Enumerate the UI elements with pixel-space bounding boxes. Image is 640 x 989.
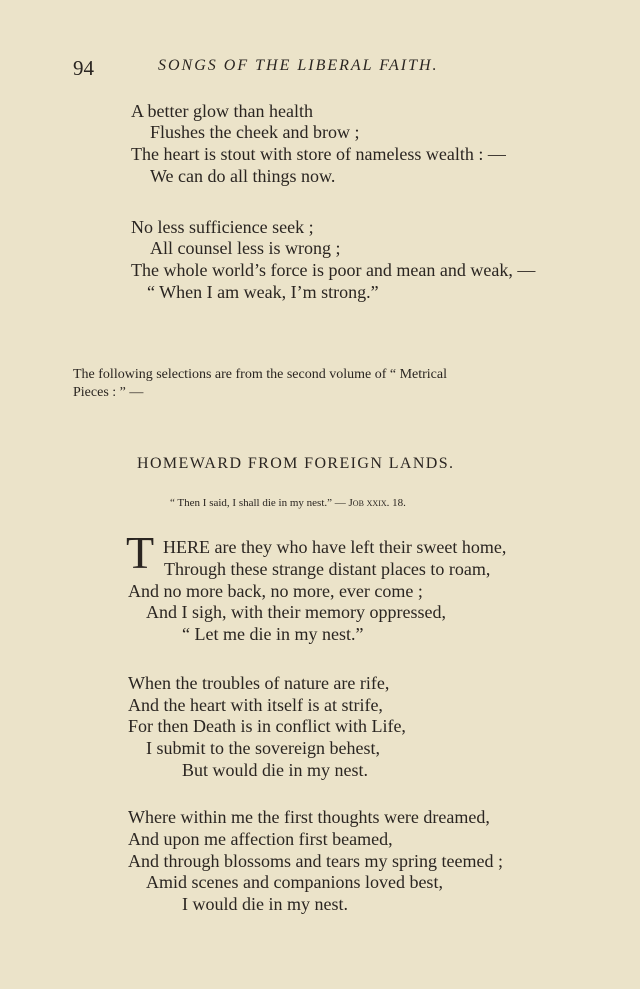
verse-line: We can do all things now.: [150, 166, 336, 186]
verse-line: But would die in my nest.: [182, 760, 368, 780]
epigraph-quote: “ Then I said, I shall die in my nest.” —: [170, 497, 349, 509]
verse-line: HERE are they who have left their sweet home,: [163, 537, 507, 557]
verse-line: A better glow than health: [131, 101, 313, 121]
verse-line: I submit to the sovereign behest,: [146, 738, 380, 758]
page-number: 94: [73, 56, 94, 80]
prose-note: [73, 366, 566, 402]
running-title: SONGS OF THE LIBERAL FAITH.: [158, 57, 439, 74]
prose-line: The following selections are from the second volume of “ Metrical: [73, 367, 447, 382]
verse-line: Flushes the cheek and brow ;: [150, 122, 360, 142]
poem-title: HOMEWARD FROM FOREIGN LANDS.: [137, 455, 455, 472]
epigraph-source: Job xxix. 18.: [348, 497, 406, 509]
verse-line: And through blossoms and tears my spring teemed ;: [128, 851, 503, 871]
verse-line: “ Let me die in my nest.”: [182, 624, 364, 644]
prose-line: Pieces : ” —: [73, 385, 144, 400]
verse-line: I would die in my nest.: [182, 894, 348, 914]
verse-line: Where within me the first thoughts were dreamed,: [128, 807, 490, 827]
verse-line: Through these strange distant places to roam,: [164, 559, 491, 579]
verse-line: And the heart with itself is at strife,: [128, 695, 383, 715]
verse-line: All counsel less is wrong ;: [150, 238, 341, 258]
verse-line: “ When I am weak, I’m strong.”: [147, 282, 379, 302]
verse-line: And upon me affection first beamed,: [128, 829, 393, 849]
verse-line: The heart is stout with store of nameless wealth : —: [131, 144, 506, 164]
verse-line: Amid scenes and companions loved best,: [146, 872, 443, 892]
verse-line: When the troubles of nature are rife,: [128, 673, 390, 693]
verse-line: The whole world’s force is poor and mean and weak, —: [131, 260, 536, 280]
verse-line: And I sigh, with their memory oppressed,: [146, 602, 446, 622]
verse-line: For then Death is in conflict with Life,: [128, 716, 406, 736]
drop-cap: T: [126, 527, 155, 578]
verse-line: No less sufficience seek ;: [131, 217, 314, 237]
verse-line: And no more back, no more, ever come ;: [128, 581, 423, 601]
epigraph: [170, 497, 406, 509]
